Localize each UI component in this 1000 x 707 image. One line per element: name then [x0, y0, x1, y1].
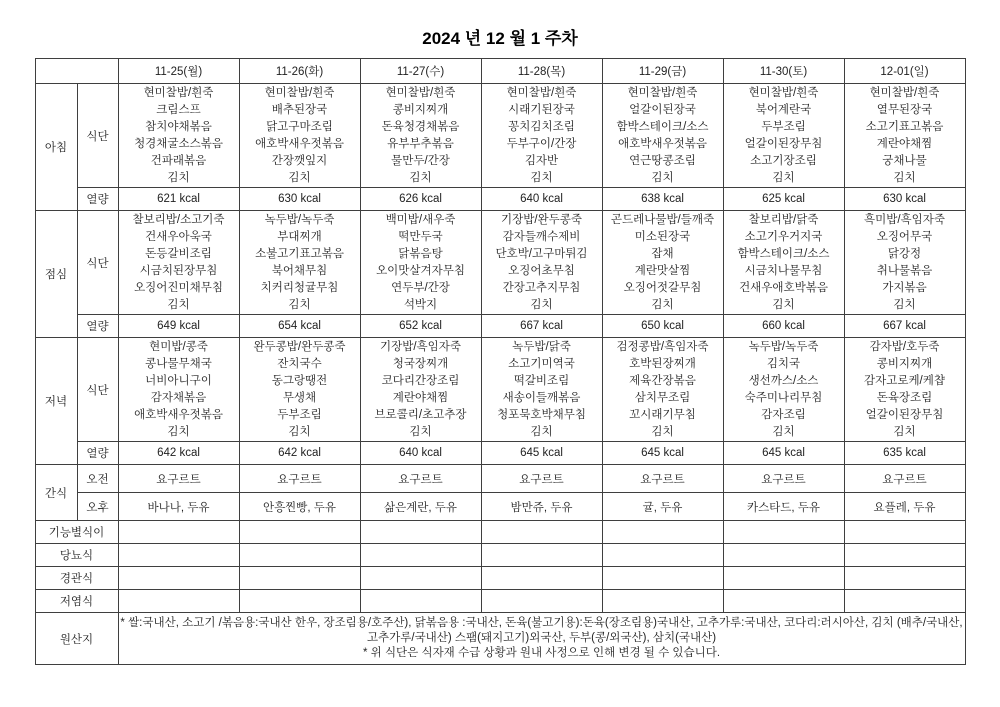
empty-cell — [602, 567, 723, 590]
empty-cell — [723, 567, 844, 590]
empty-cell — [360, 567, 481, 590]
menu-cell: 찰보리밥/닭죽 소고기우거지국 함박스테이크/소스 시금치나물무침 건새우애호박볶음 김치 — [723, 211, 844, 315]
empty-cell — [602, 544, 723, 567]
kcal-cell: 667 kcal — [481, 315, 602, 338]
row-label-origin: 원산지 — [35, 613, 118, 665]
empty-cell — [118, 544, 239, 567]
kcal-cell: 630 kcal — [239, 188, 360, 211]
day-header-tue: 11-26(화) — [239, 59, 360, 84]
snack-pm-cell: 바나나, 두유 — [118, 493, 239, 521]
snack-pm-cell: 밤만쥬, 두유 — [481, 493, 602, 521]
kcal-cell: 640 kcal — [481, 188, 602, 211]
kcal-cell: 652 kcal — [360, 315, 481, 338]
kcal-cell: 645 kcal — [723, 442, 844, 465]
kcal-cell: 640 kcal — [360, 442, 481, 465]
meal-category-dinner: 저녁 — [35, 338, 77, 465]
empty-cell — [239, 567, 360, 590]
meal-category-lunch: 점심 — [35, 211, 77, 338]
snack-pm-cell: 안흥찐빵, 두유 — [239, 493, 360, 521]
empty-cell — [239, 521, 360, 544]
empty-cell — [723, 590, 844, 613]
day-header-sun: 12-01(일) — [844, 59, 965, 84]
kcal-cell: 642 kcal — [239, 442, 360, 465]
day-header-thu: 11-28(목) — [481, 59, 602, 84]
snack-pm-cell: 요플레, 두유 — [844, 493, 965, 521]
kcal-cell: 625 kcal — [723, 188, 844, 211]
snack-category-label: 간식 — [35, 465, 77, 521]
empty-cell — [118, 521, 239, 544]
menu-cell: 감자밥/호두죽 콩비지찌개 감자고로케/케챱 돈육장조림 얼갈이된장무침 김치 — [844, 338, 965, 442]
menu-row-label: 식단 — [77, 84, 118, 188]
kcal-cell: 638 kcal — [602, 188, 723, 211]
row-label-functional-diet: 기능별식이 — [35, 521, 118, 544]
menu-cell: 검정콩밥/흑임자죽 호박된장찌개 제육간장볶음 삼치무조림 꼬시래기무침 김치 — [602, 338, 723, 442]
kcal-cell: 635 kcal — [844, 442, 965, 465]
kcal-cell: 654 kcal — [239, 315, 360, 338]
menu-cell: 현미찰밥/흰죽 북어계란국 두부조림 얼갈이된장무침 소고기장조림 김치 — [723, 84, 844, 188]
menu-cell: 녹두밥/녹두죽 김치국 생선까스/소스 숙주미나리무침 감자조림 김치 — [723, 338, 844, 442]
empty-cell — [118, 567, 239, 590]
origin-line-2: * 위 식단은 식자재 수급 상황과 원내 사정으로 인해 변경 될 수 있습니다. — [362, 647, 721, 659]
snack-am-cell: 요구르트 — [118, 465, 239, 493]
menu-cell: 현미찰밥/흰죽 시래기된장국 꽁치김치조림 두부구이/간장 김자반 김치 — [481, 84, 602, 188]
day-header-mon: 11-25(월) — [118, 59, 239, 84]
empty-cell — [844, 590, 965, 613]
snack-pm-cell: 귤, 두유 — [602, 493, 723, 521]
empty-cell — [481, 590, 602, 613]
menu-cell: 현미찰밥/흰죽 얼갈이된장국 함박스테이크/소스 애호박새우젓볶음 연근땅콩조림 김치 — [602, 84, 723, 188]
snack-am-label: 오전 — [77, 465, 118, 493]
kcal-row-label: 열량 — [77, 315, 118, 338]
empty-cell — [481, 567, 602, 590]
kcal-cell: 645 kcal — [481, 442, 602, 465]
empty-cell — [239, 544, 360, 567]
day-header-fri: 11-29(금) — [602, 59, 723, 84]
menu-cell: 현미찰밥/흰죽 열무된장국 소고기표고볶음 계란야채찜 궁채나물 김치 — [844, 84, 965, 188]
snack-am-cell: 요구르트 — [481, 465, 602, 493]
menu-row-label: 식단 — [77, 211, 118, 315]
snack-am-cell: 요구르트 — [844, 465, 965, 493]
empty-cell — [360, 521, 481, 544]
meal-plan-table — [35, 58, 966, 665]
empty-cell — [481, 544, 602, 567]
empty-cell — [844, 567, 965, 590]
snack-am-cell: 요구르트 — [239, 465, 360, 493]
snack-pm-cell: 삶은계란, 두유 — [360, 493, 481, 521]
day-header-sat: 11-30(토) — [723, 59, 844, 84]
snack-am-cell: 요구르트 — [602, 465, 723, 493]
origin-line-1: * 쌀:국내산, 소고기 /볶음용:국내산 한우, 장조림용/호주산), 닭볶음용 :국내산, 돈육(불고기용):돈육(장조림용)국내산, 고추가루:국내산, 코다리:러시아산, 김치 (배추/국내산,고추가루/국내산) 스팸(돼지고기)외국산, 두부(콩/외국산), 삼치(국내산) — [120, 617, 963, 644]
kcal-cell: 645 kcal — [602, 442, 723, 465]
empty-cell — [360, 544, 481, 567]
kcal-cell: 630 kcal — [844, 188, 965, 211]
meal-category-breakfast: 아침 — [35, 84, 77, 211]
day-header-wed: 11-27(수) — [360, 59, 481, 84]
menu-cell: 기장밥/완두콩죽 감자들깨수제비 단호박/고구마튀김 오징어초무침 간장고추지무침 김치 — [481, 211, 602, 315]
snack-pm-cell: 카스타드, 두유 — [723, 493, 844, 521]
snack-pm-label: 오후 — [77, 493, 118, 521]
empty-cell — [602, 521, 723, 544]
empty-cell — [118, 590, 239, 613]
menu-cell: 현미찰밥/흰죽 크림스프 참치야채볶음 청경채굴소스볶음 건파래볶음 김치 — [118, 84, 239, 188]
empty-cell — [723, 544, 844, 567]
menu-cell: 기장밥/흑임자죽 청국장찌개 코다리간장조림 계란야채찜 브로콜리/초고추장 김치 — [360, 338, 481, 442]
kcal-cell: 621 kcal — [118, 188, 239, 211]
kcal-cell: 660 kcal — [723, 315, 844, 338]
kcal-cell: 642 kcal — [118, 442, 239, 465]
kcal-row-label: 열량 — [77, 442, 118, 465]
corner-cell — [35, 59, 118, 84]
row-label-tube-feeding-diet: 경관식 — [35, 567, 118, 590]
empty-cell — [723, 521, 844, 544]
snack-am-cell: 요구르트 — [360, 465, 481, 493]
menu-cell: 녹두밥/녹두죽 부대찌개 소불고기표고볶음 북어채무침 치커리청귤무침 김치 — [239, 211, 360, 315]
kcal-cell: 650 kcal — [602, 315, 723, 338]
menu-cell: 현미찰밥/흰죽 콩비지찌개 돈육청경채볶음 유부부추볶음 물만두/간장 김치 — [360, 84, 481, 188]
menu-cell: 완두콩밥/완두콩죽 잔치국수 동그랑땡전 무생채 두부조림 김치 — [239, 338, 360, 442]
empty-cell — [844, 544, 965, 567]
row-label-low-salt-diet: 저염식 — [35, 590, 118, 613]
row-label-diabetic-diet: 당뇨식 — [35, 544, 118, 567]
empty-cell — [360, 590, 481, 613]
menu-cell: 흑미밥/흑임자죽 오징어무국 닭강정 취나물볶음 가지볶음 김치 — [844, 211, 965, 315]
menu-cell: 찰보리밥/소고기죽 건새우아욱국 돈등갈비조림 시금치된장무침 오징어진미채무침 김치 — [118, 211, 239, 315]
empty-cell — [481, 521, 602, 544]
page-title: 2024 년 12 월 1 주차 — [422, 29, 578, 48]
empty-cell — [844, 521, 965, 544]
empty-cell — [602, 590, 723, 613]
origin-notes — [118, 613, 965, 665]
empty-cell — [239, 590, 360, 613]
kcal-row-label: 열량 — [77, 188, 118, 211]
menu-cell: 곤드레나물밥/들깨죽 미소된장국 잡채 계란맛살찜 오징어젓갈무침 김치 — [602, 211, 723, 315]
kcal-cell: 649 kcal — [118, 315, 239, 338]
menu-row-label: 식단 — [77, 338, 118, 442]
kcal-cell: 667 kcal — [844, 315, 965, 338]
snack-am-cell: 요구르트 — [723, 465, 844, 493]
menu-cell: 백미밥/새우죽 떡만두국 닭볶음탕 오이맛살겨자무침 연두부/간장 석박지 — [360, 211, 481, 315]
menu-cell: 현미밥/콩죽 콩나물무채국 너비아니구이 감자채볶음 애호박새우젓볶음 김치 — [118, 338, 239, 442]
menu-cell: 현미찰밥/흰죽 배추된장국 닭고구마조림 애호박새우젓볶음 간장깻잎지 김치 — [239, 84, 360, 188]
menu-cell: 녹두밥/닭죽 소고기미역국 떡갈비조림 새송이들깨볶음 청포묵호박채무침 김치 — [481, 338, 602, 442]
kcal-cell: 626 kcal — [360, 188, 481, 211]
